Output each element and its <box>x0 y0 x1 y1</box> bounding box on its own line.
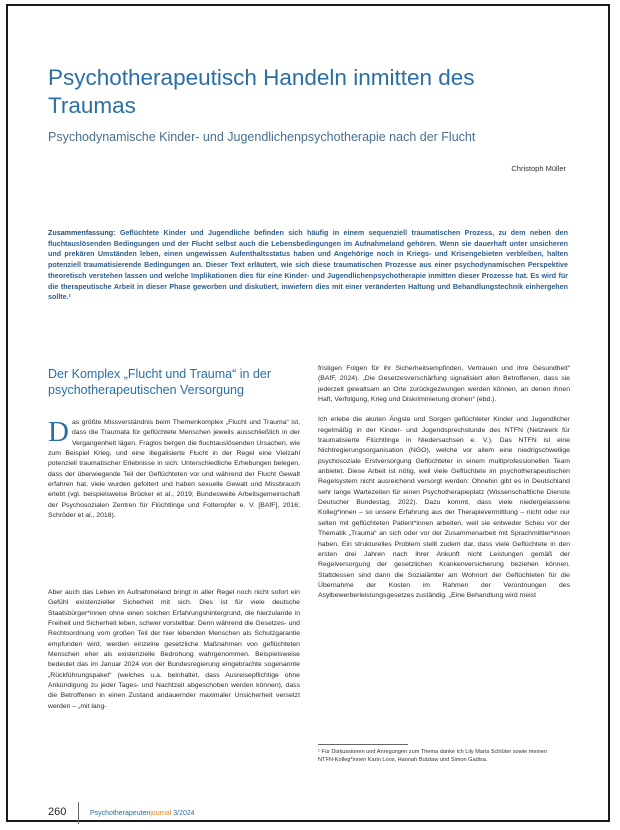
journal-name-part-2: journal <box>150 810 172 817</box>
abstract-text: Geflüchtete Kinder und Jugendliche befinden sich häufig in einem sequenziell traumatischen Prozess, zu dem neben den fluchtauslösenden Bedingungen und der Flucht selbst auch die Lebensbedingungen im Aufnahmeland gehören. Wenn sie dauerhaft unter unsicheren und prekären Umständen leben, einen ungewissen Aufenthaltsstatus haben und Angehörige noch in Kriegs- und Krisengebieten verbleiben, halten potenziell traumatisierende Bedingungen an. Dieser Text erläutert, wie sich diese traumatischen Prozesse aus einer psychodynamischen Perspektive theoretisch verstehen lassen und welche Implikationen dies für eine Kinder- und Jugendlichenpsychotherapie inmitten dieser Prozesse hat. Es wird für die therapeutische Arbeit in dieser Phase geworben und diskutiert, inwiefern dies mit einer veränderten Haltung und Behandlungstechnik einhergehen sollte.¹ <box>48 229 568 302</box>
body-paragraph-2: Aber auch das Leben im Aufnahmeland bringt in aller Regel noch nicht sofort ein Gefühl existenzieller Sicherheit mit sich. Dies ist für viele deutsche Staatsbürger*innen ohne einen solchen Erfahrungshintergrund, die hierzulande in Freiheit und Sicherheit leben, schwer vorstellbar. Denn während die Gesetzes- und Rechtsordnung vom großen Teil der hier lebenden Menschen als Schutzgarantie empfunden wird, werden einzelne gesetzliche Maßnahmen von geflüchteten Menschen eher als existenzielle Bedrohung wahrgenommen. Beispielsweise bedeutet das im Januar 2024 von der Bundesregierung eingebrachte sogenannte „Rückführungspaket“ (welches u.a. beinhaltet, dass Ausreisepflichtige ohne Ankündigung zu jeder Tages- und Nachtzeit abgeschoben werden können), dass die Betroffenen in einen Zustand andauernder maximaler Unsicherheit versetzt werden – „mit lang- <box>48 589 300 710</box>
section-heading: Der Komplex „Flucht und Trauma“ in der psychotherapeutischen Versorgung <box>48 367 272 397</box>
page-number: 260 <box>48 806 67 818</box>
journal-name <box>90 810 195 817</box>
body-paragraph-1-text: as größte Missverständnis beim Themenkomplex „Flucht und Trauma“ ist, dass die Traumata für geflüchtete Menschen jeweils ausschließlich in der Vergangenheit lägen. Fraglos bergen die fluchtauslösenden Ursachen, wie zum Beispiel Krieg, und eine illegalisierte Flucht in der Regel eine Vielzahl potenziell traumatischer Erlebnisse in sich: Unterschiedliche Erhebungen belegen, dass der überwiegende Teil der Geflüchteten vor und während der Flucht Gewalt erfahren hat, viele wurden gefoltert und haben sexuelle Gewalt und Missbrauch erlebt (vgl. beispielsweise Brücker et al., 2019; Bundesweite Arbeitsgemeinschaft der Psychosozialen Zentren für Flüchtlinge und Folteropfer e. V. [BAfF], 2016; Schröder et al., 2018). <box>48 419 300 520</box>
journal-name-part-1: Psychotherapeuten <box>90 810 151 817</box>
footnote-divider <box>318 744 408 745</box>
author-name: Christoph Müller <box>511 164 566 173</box>
article-title: Psychotherapeutisch Handeln inmitten des Traumas <box>48 65 475 118</box>
journal-page <box>6 4 610 822</box>
body-paragraph-4: Ich erlebe die akuten Ängste und Sorgen geflüchteter Kinder und Jugendlicher regelmäßig in der Kinder- und Jugendsprechstunde des NTFN (Netzwerk für traumatisierte Flüchtlinge in Niedersachsen e. V.). Das NTFN ist eine Nichtregierungsorganisation (NGO), welche vor allem eine niedrigschwellige psychosoziale Erstversorgung Geflüchteter in einem multiprofessionellen Team anbietet. Diese Arbeit ist nötig, weil viele Geflüchtete im psychotherapeutischen Regelsystem nicht ausreichend versorgt werden: Ohnehin gibt es in Deutschland sehr lange Wartezeiten für einen Psychotherapieplatz (Wissenschaftliche Dienste Deutscher Bundestag, 2022). Dazu kommt, dass viele niedergelassene Kolleg*innen – so unsere Erfahrung aus der Therapievermittlung – nicht oder nur selten mit geflüchteten Patient*innen arbeiten, weil sie entweder Scheu vor der Thematik „Trauma“ an sich oder vor der Zusammenarbeit mit Sprachmittler*innen haben. Ein strukturelles Problem stellt zudem dar, dass viele Geflüchtete in den ersten drei Jahren nach ihrer Ankunft nicht Leistungen gemäß der Regelversorgung der gesetzlichen Krankenversicherung beziehen können. Stattdessen sind dann die Sozialämter am Wohnort der Geflüchteten für die Übernahme der Kosten im Rahmen der Verordnungen des Asylbewerberleistungsgesetzes zuständig. „Eine Behandlung wird meist <box>318 416 570 600</box>
footer-divider <box>78 802 79 824</box>
body-paragraph-1 <box>48 418 300 521</box>
body-column-left-bottom <box>48 588 300 712</box>
body-column-right <box>318 364 570 602</box>
journal-issue: 3/2024 <box>171 810 195 817</box>
article-subtitle: Psychodynamische Kinder- und Jugendlichenpsychotherapie nach der Flucht <box>48 130 476 144</box>
abstract <box>48 228 568 303</box>
footnote: ¹ Für Diskussionen und Anregungen zum Thema danke ich Lily Maria Schlüter sowie meinen NTFN-Kolleg*innen Karin Loos, Hannah Butzlaw und Simon Gadisa. <box>318 749 548 764</box>
drop-cap: D <box>48 416 69 448</box>
body-paragraph-3: fristigen Folgen für ihr Sicherheitsempfinden, Vertrauen und ihre Gesundheit“ (BAfF, 2024). „Die Gesetzesverschärfung signalisiert allen Betroffenen, dass sie jederzeit gewaltsam an Orte zurückgezwungen werden können, an denen ihnen Haft, Verfolgung, Krieg und Diskriminierung drohen“ (ebd.). <box>318 365 570 404</box>
body-column-left-top <box>48 418 300 521</box>
abstract-label: Zusammenfassung: <box>48 229 116 237</box>
